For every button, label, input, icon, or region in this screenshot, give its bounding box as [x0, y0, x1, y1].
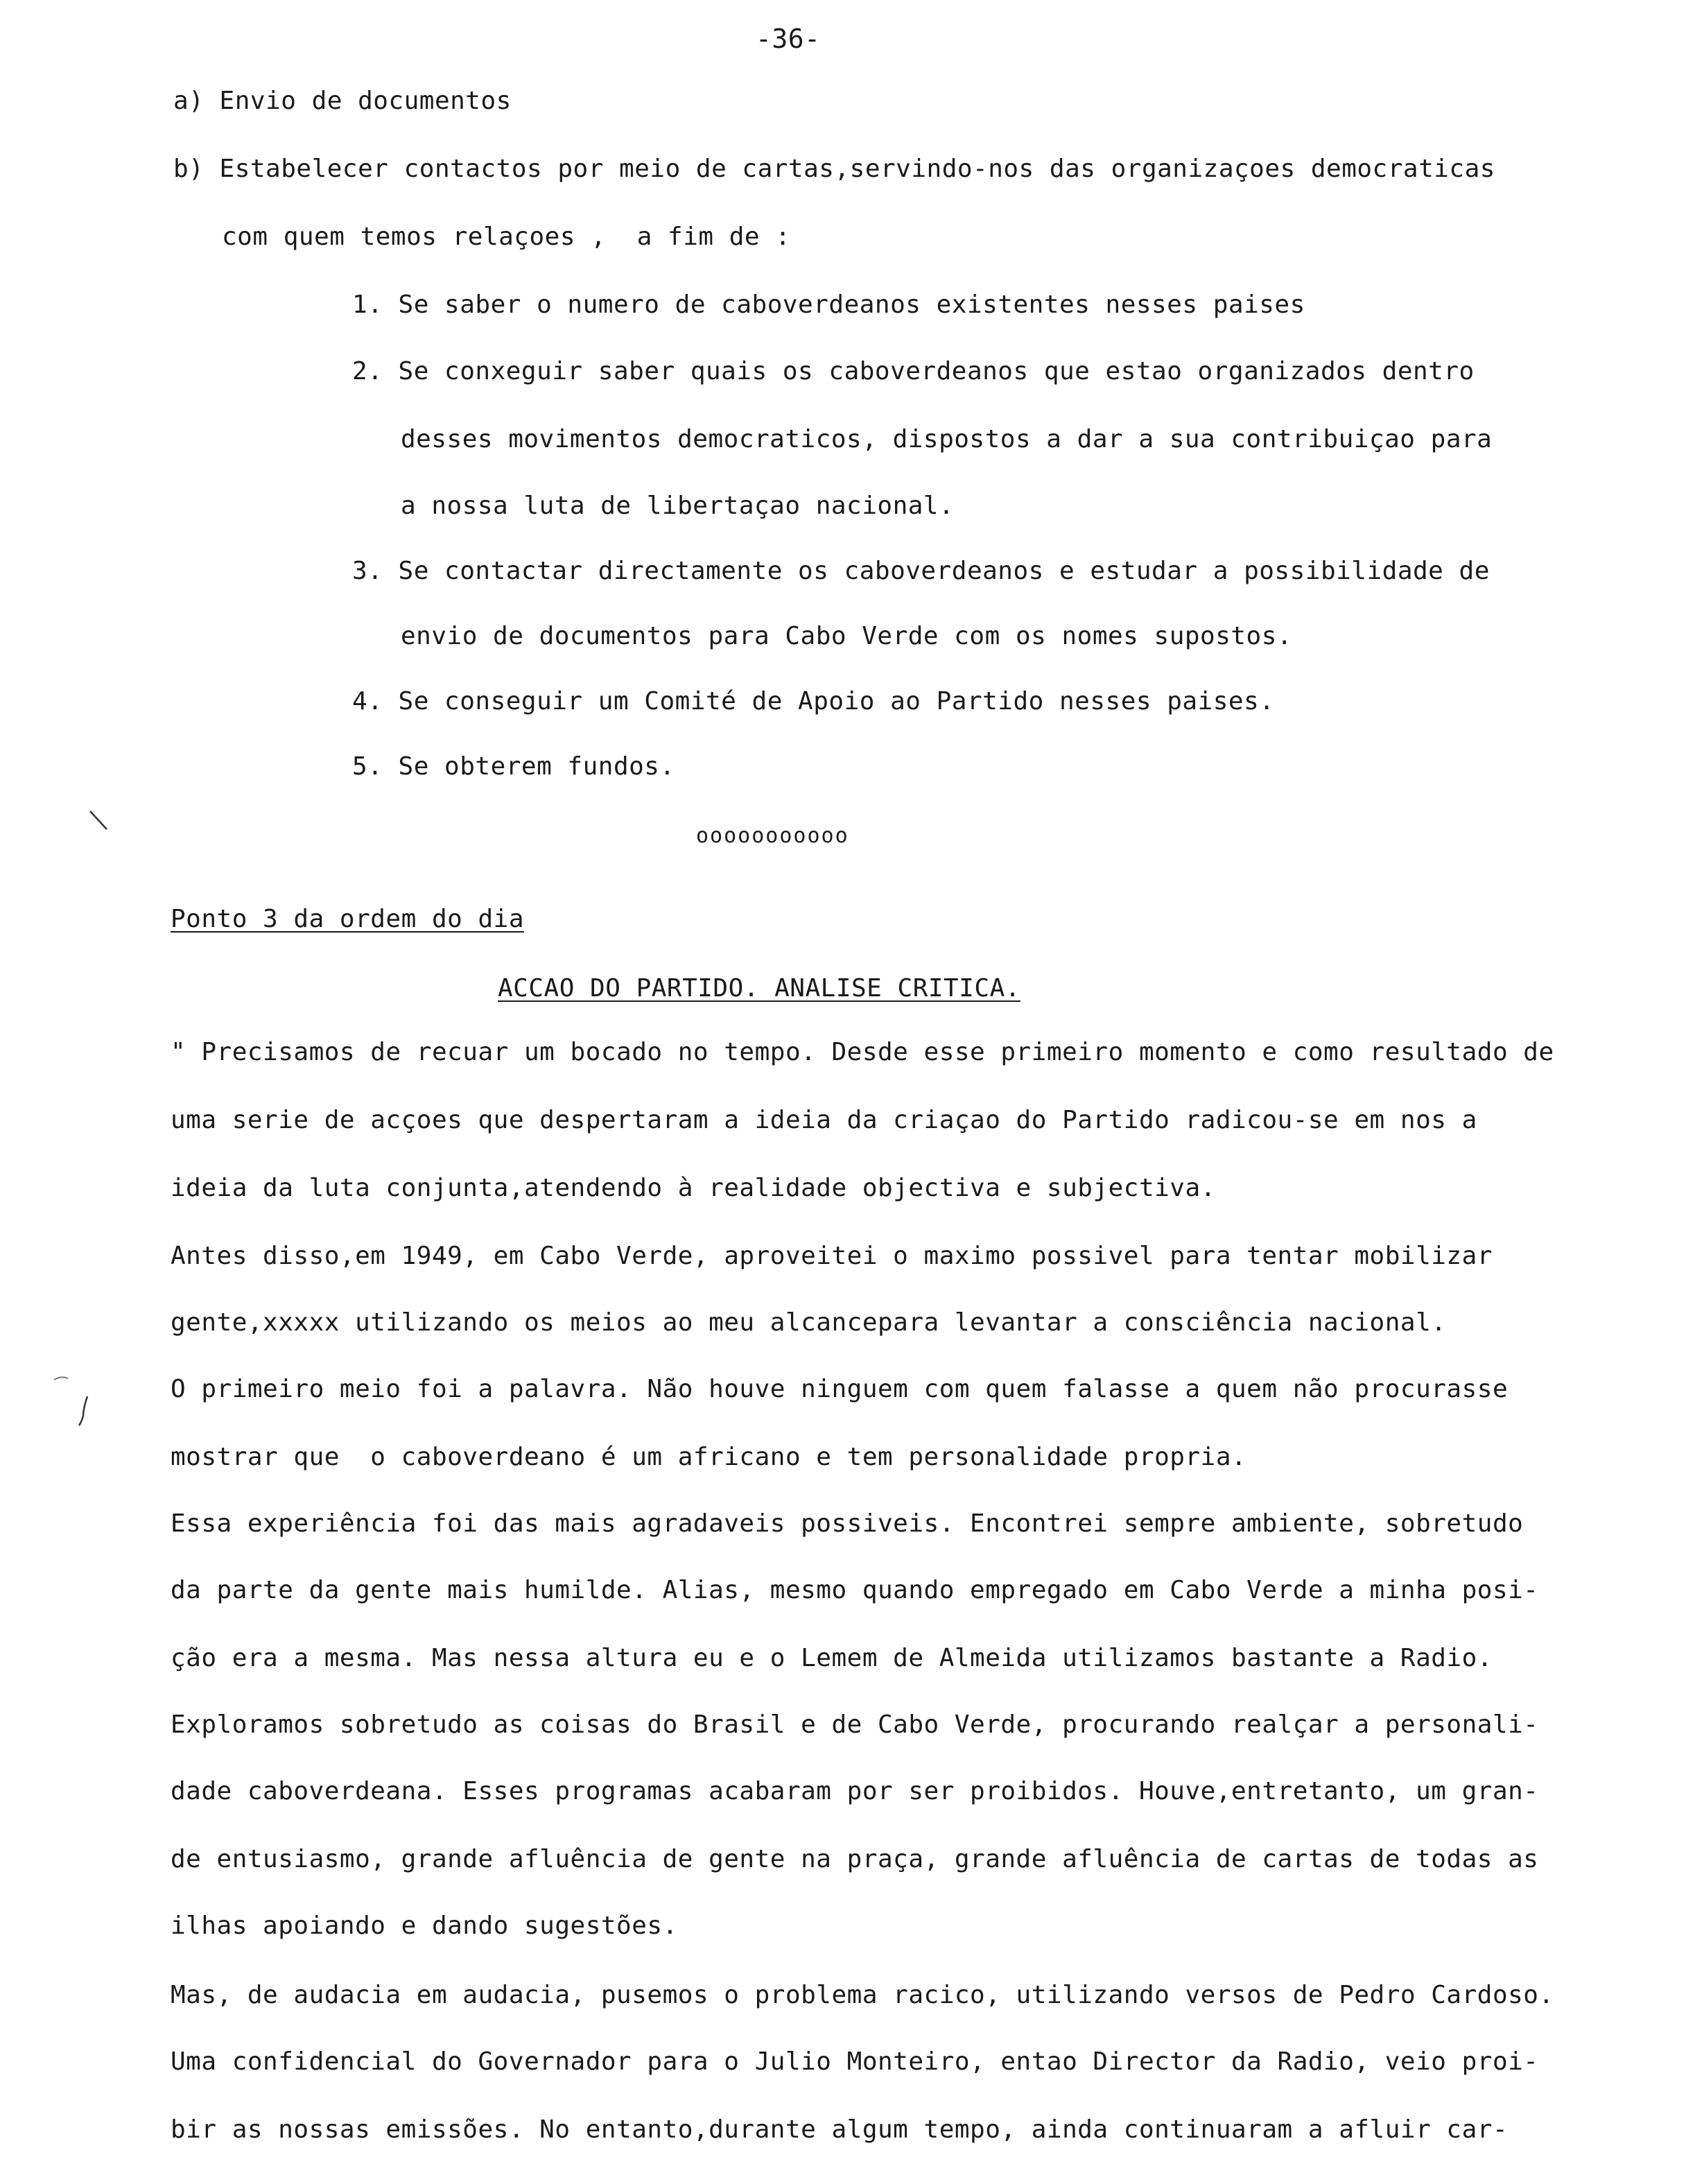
body-line: O primeiro meio foi a palavra. Não houve ninguem com quem falasse a quem não procurasse: [171, 1375, 1509, 1403]
sublist-item-3-line-2: envio de documentos para Cabo Verde com os nomes supostos.: [401, 622, 1293, 650]
body-line: gente,xxxxx utilizando os meios ao meu alcancepara levantar a consciência nacional.: [171, 1308, 1447, 1337]
body-line: ção era a mesma. Mas nessa altura eu e o Lemem de Almeida utilizamos bastante a Radio.: [171, 1644, 1493, 1672]
margin-mark-icon: [87, 808, 115, 836]
list-item-b-line-2: com quem temos relaçoes , a fim de :: [222, 223, 791, 251]
body-line: dade caboverdeana. Esses programas acabaram por ser proibidos. Houve,entretanto, um gran-: [171, 1777, 1539, 1805]
body-line: ideia da luta conjunta,atendendo à realidade objectiva e subjectiva.: [171, 1174, 1216, 1202]
body-line: " Precisamos de recuar um bocado no tempo. Desde esse primeiro momento e como resultado de: [171, 1038, 1554, 1066]
body-line: de entusiasmo, grande afluência de gente na praça, grande afluência de cartas de todas as: [171, 1845, 1539, 1873]
body-line: bir as nossas emissões. No entanto,durante algum tempo, ainda continuaram a afluir car-: [171, 2115, 1509, 2144]
sublist-item-2-line-1: 2. Se conxeguir saber quais os caboverdeanos que estao organizados dentro: [352, 357, 1475, 385]
body-line: Mas, de audacia em audacia, pusemos o problema racico, utilizando versos de Pedro Cardoso.: [171, 1981, 1554, 2009]
section-separator: ooooooooooo: [696, 824, 849, 848]
body-line: Antes disso,em 1949, em Cabo Verde, aproveitei o maximo possivel para tentar mobilizar: [171, 1242, 1493, 1270]
body-line: mostrar que o caboverdeano é um africano e tem personalidade propria.: [171, 1443, 1247, 1471]
sublist-item-3-line-1: 3. Se contactar directamente os caboverdeanos e estudar a possibilidade de: [352, 557, 1490, 585]
body-line: Exploramos sobretudo as coisas do Brasil e de Cabo Verde, procurando realçar a personali-: [171, 1710, 1539, 1739]
section-heading: Ponto 3 da ordem do dia: [171, 905, 524, 933]
body-line: uma serie de acçoes que despertaram a ideia da criaçao do Partido radicou-se em nos a: [171, 1106, 1477, 1134]
body-line: Essa experiência foi das mais agradaveis possiveis. Encontrei sempre ambiente, sobretudo: [171, 1509, 1524, 1538]
sublist-item-2-line-2: desses movimentos democraticos, dispostos a dar a sua contribuiçao para: [401, 425, 1493, 453]
section-title: ACCAO DO PARTIDO. ANALISE CRITICA.: [498, 974, 1020, 1003]
margin-bracket-icon: [47, 1373, 89, 1428]
body-line: Uma confidencial do Governador para o Julio Monteiro, entao Director da Radio, veio proi-: [171, 2047, 1539, 2076]
sublist-item-2-line-3: a nossa luta de libertaçao nacional.: [401, 492, 955, 520]
sublist-item-1: 1. Se saber o numero de caboverdeanos existentes nesses paises: [352, 291, 1305, 319]
sublist-item-5: 5. Se obterem fundos.: [352, 752, 675, 781]
sublist-item-4: 4. Se conseguir um Comité de Apoio ao Partido nesses paises.: [352, 687, 1275, 716]
body-line: da parte da gente mais humilde. Alias, mesmo quando empregado em Cabo Verde a minha posi-: [171, 1576, 1539, 1604]
list-item-a: a) Envio de documentos: [173, 87, 512, 115]
body-line: ilhas apoiando e dando sugestões.: [171, 1912, 678, 1940]
page-number: -36-: [756, 24, 821, 54]
list-item-b-line-1: b) Estabelecer contactos por meio de cartas,servindo-nos das organizaçoes democraticas: [173, 155, 1495, 183]
